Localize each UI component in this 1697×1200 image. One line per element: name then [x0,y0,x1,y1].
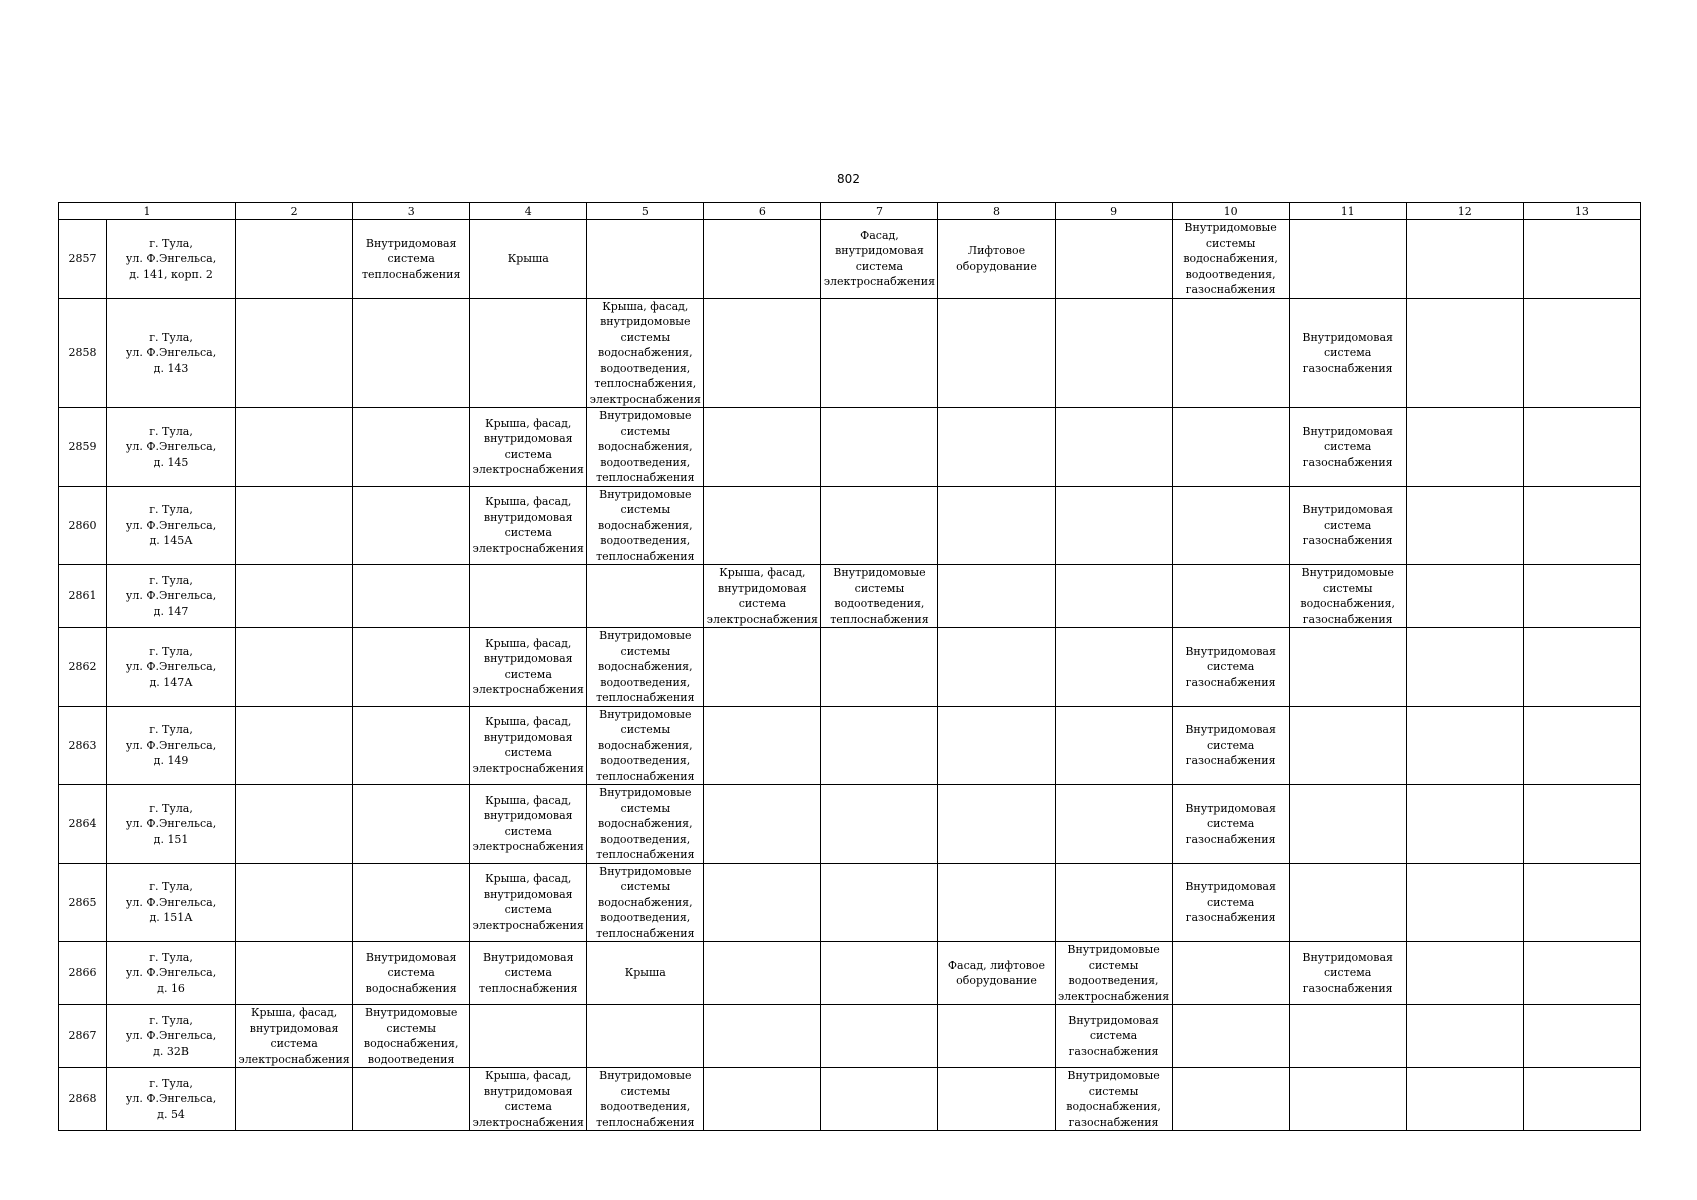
work-cell-col-7 [821,486,938,565]
work-cell-col-2 [236,565,353,628]
work-cell-col-11 [1289,1005,1406,1068]
work-cell-col-3: Внутридомовая система теплоснабжения [353,220,470,299]
work-cell-col-10 [1172,565,1289,628]
work-cell-col-3: Внутридомовые системы водоснабжения, водоотведения [353,1005,470,1068]
work-cell-col-8 [938,628,1055,707]
work-cell-col-13 [1523,408,1640,487]
address-cell: г. Тула, ул. Ф.Энгельса, д. 143 [107,298,236,408]
table-row [59,628,1641,707]
work-cell-col-7 [821,785,938,864]
work-cell-col-10 [1172,1068,1289,1131]
work-cell-col-2 [236,486,353,565]
column-header-1: 1 [59,203,236,220]
table-row [59,1068,1641,1131]
work-cell-col-6 [704,706,821,785]
work-cell-col-9 [1055,220,1172,299]
row-number: 2868 [59,1068,107,1131]
work-cell-col-10: Внутридомовая система газоснабжения [1172,628,1289,707]
work-cell-col-3 [353,298,470,408]
work-cell-col-12 [1406,220,1523,299]
work-cell-col-11 [1289,785,1406,864]
work-cell-col-13 [1523,298,1640,408]
work-cell-col-5 [587,1005,704,1068]
work-cell-col-10: Внутридомовая система газоснабжения [1172,785,1289,864]
work-cell-col-5: Крыша [587,942,704,1005]
work-cell-col-5 [587,565,704,628]
work-cell-col-8: Фасад, лифтовое оборудование [938,942,1055,1005]
work-cell-col-8 [938,408,1055,487]
work-cell-col-4: Крыша [470,220,587,299]
work-cell-col-5: Внутридомовые системы водоснабжения, водоотведения, теплоснабжения [587,785,704,864]
work-cell-col-13 [1523,1068,1640,1131]
work-cell-col-12 [1406,1068,1523,1131]
table-row [59,298,1641,408]
address-cell: г. Тула, ул. Ф.Энгельса, д. 54 [107,1068,236,1131]
table-row [59,706,1641,785]
column-header-3: 3 [353,203,470,220]
work-cell-col-6 [704,942,821,1005]
work-cell-col-7: Фасад, внутридомовая система электроснабжения [821,220,938,299]
work-cell-col-12 [1406,863,1523,942]
column-header-12: 12 [1406,203,1523,220]
row-number: 2864 [59,785,107,864]
row-number: 2862 [59,628,107,707]
work-cell-col-6 [704,628,821,707]
work-cell-col-8: Лифтовое оборудование [938,220,1055,299]
work-cell-col-4: Крыша, фасад, внутридомовая система электроснабжения [470,863,587,942]
work-cell-col-9 [1055,408,1172,487]
work-cell-col-2 [236,220,353,299]
work-cell-col-5: Внутридомовые системы водоснабжения, водоотведения, теплоснабжения [587,486,704,565]
work-cell-col-6 [704,863,821,942]
work-cell-col-4: Крыша, фасад, внутридомовая система электроснабжения [470,785,587,864]
work-cell-col-6 [704,298,821,408]
column-header-6: 6 [704,203,821,220]
work-cell-col-4: Крыша, фасад, внутридомовая система электроснабжения [470,408,587,487]
work-cell-col-9 [1055,628,1172,707]
work-cell-col-9 [1055,785,1172,864]
work-cell-col-8 [938,785,1055,864]
row-number: 2860 [59,486,107,565]
work-cell-col-3 [353,628,470,707]
row-number: 2863 [59,706,107,785]
work-cell-col-3 [353,486,470,565]
work-cell-col-13 [1523,706,1640,785]
table-row [59,785,1641,864]
work-cell-col-6: Крыша, фасад, внутридомовая система электроснабжения [704,565,821,628]
work-cell-col-10 [1172,942,1289,1005]
column-header-13: 13 [1523,203,1640,220]
work-cell-col-12 [1406,706,1523,785]
work-cell-col-9 [1055,298,1172,408]
address-cell: г. Тула, ул. Ф.Энгельса, д. 147А [107,628,236,707]
work-cell-col-9 [1055,486,1172,565]
work-cell-col-4 [470,1005,587,1068]
work-cell-col-11 [1289,706,1406,785]
work-cell-col-10: Внутридомовые системы водоснабжения, водоотведения, газоснабжения [1172,220,1289,299]
work-cell-col-12 [1406,628,1523,707]
work-cell-col-8 [938,1005,1055,1068]
work-cell-col-13 [1523,565,1640,628]
work-cell-col-4: Крыша, фасад, внутридомовая система электроснабжения [470,486,587,565]
work-cell-col-2 [236,942,353,1005]
work-cell-col-6 [704,1068,821,1131]
work-cell-col-7 [821,706,938,785]
table-row [59,1005,1641,1068]
work-cell-col-11 [1289,863,1406,942]
work-cell-col-6 [704,486,821,565]
work-cell-col-3 [353,1068,470,1131]
work-cell-col-12 [1406,408,1523,487]
work-cell-col-9 [1055,863,1172,942]
work-cell-col-10: Внутридомовая система газоснабжения [1172,706,1289,785]
work-cell-col-2: Крыша, фасад, внутридомовая система электроснабжения [236,1005,353,1068]
work-cell-col-11 [1289,220,1406,299]
work-cell-col-2 [236,628,353,707]
work-cell-col-13 [1523,863,1640,942]
work-cell-col-10 [1172,408,1289,487]
work-cell-col-12 [1406,785,1523,864]
address-cell: г. Тула, ул. Ф.Энгельса, д. 145 [107,408,236,487]
table-row [59,942,1641,1005]
work-cell-col-11 [1289,628,1406,707]
address-cell: г. Тула, ул. Ф.Энгельса, д. 145А [107,486,236,565]
work-cell-col-7 [821,408,938,487]
work-cell-col-5: Внутридомовые системы водоснабжения, водоотведения, теплоснабжения [587,628,704,707]
work-cell-col-12 [1406,942,1523,1005]
work-cell-col-2 [236,1068,353,1131]
work-cell-col-9: Внутридомовые системы водоснабжения, газоснабжения [1055,1068,1172,1131]
table-row [59,220,1641,299]
work-cell-col-3 [353,863,470,942]
work-cell-col-7 [821,1068,938,1131]
row-number: 2865 [59,863,107,942]
row-number: 2858 [59,298,107,408]
work-cell-col-6 [704,785,821,864]
address-cell: г. Тула, ул. Ф.Энгельса, д. 151А [107,863,236,942]
work-cell-col-3 [353,565,470,628]
table-row [59,565,1641,628]
work-cell-col-4: Внутридомовая система теплоснабжения [470,942,587,1005]
work-cell-col-11: Внутридомовая система газоснабжения [1289,942,1406,1005]
work-cell-col-4: Крыша, фасад, внутридомовая система электроснабжения [470,706,587,785]
work-cell-col-2 [236,863,353,942]
row-number: 2857 [59,220,107,299]
work-cell-col-5 [587,220,704,299]
work-cell-col-12 [1406,565,1523,628]
column-header-4: 4 [470,203,587,220]
column-header-10: 10 [1172,203,1289,220]
repair-schedule-table [58,202,1641,1131]
work-cell-col-12 [1406,486,1523,565]
work-cell-col-3 [353,408,470,487]
table-row [59,408,1641,487]
work-cell-col-7 [821,628,938,707]
column-header-row [59,203,1641,220]
work-cell-col-8 [938,863,1055,942]
work-cell-col-5: Внутридомовые системы водоснабжения, водоотведения, теплоснабжения [587,706,704,785]
address-cell: г. Тула, ул. Ф.Энгельса, д. 32В [107,1005,236,1068]
work-cell-col-7 [821,942,938,1005]
column-header-2: 2 [236,203,353,220]
table-body [59,203,1641,1131]
work-cell-col-6 [704,220,821,299]
work-cell-col-8 [938,298,1055,408]
column-header-5: 5 [587,203,704,220]
address-cell: г. Тула, ул. Ф.Энгельса, д. 147 [107,565,236,628]
work-cell-col-10: Внутридомовая система газоснабжения [1172,863,1289,942]
work-cell-col-5: Внутридомовые системы водоснабжения, водоотведения, теплоснабжения [587,863,704,942]
work-cell-col-8 [938,565,1055,628]
work-cell-col-11: Внутридомовая система газоснабжения [1289,298,1406,408]
table-row [59,863,1641,942]
work-cell-col-4: Крыша, фасад, внутридомовая система электроснабжения [470,1068,587,1131]
work-cell-col-7: Внутридомовые системы водоотведения, теплоснабжения [821,565,938,628]
work-cell-col-9: Внутридомовые системы водоотведения, электроснабжения [1055,942,1172,1005]
work-cell-col-8 [938,706,1055,785]
work-cell-col-5: Внутридомовые системы водоотведения, теплоснабжения [587,1068,704,1131]
work-cell-col-12 [1406,298,1523,408]
work-cell-col-5: Крыша, фасад, внутридомовые системы водоснабжения, водоотведения, теплоснабжения, электроснабжения [587,298,704,408]
column-header-11: 11 [1289,203,1406,220]
column-header-8: 8 [938,203,1055,220]
work-cell-col-11: Внутридомовая система газоснабжения [1289,408,1406,487]
work-cell-col-11: Внутридомовая система газоснабжения [1289,486,1406,565]
work-cell-col-4: Крыша, фасад, внутридомовая система электроснабжения [470,628,587,707]
work-cell-col-6 [704,1005,821,1068]
work-cell-col-4 [470,565,587,628]
row-number: 2859 [59,408,107,487]
work-cell-col-3 [353,785,470,864]
work-cell-col-9 [1055,565,1172,628]
work-cell-col-2 [236,408,353,487]
column-header-7: 7 [821,203,938,220]
work-cell-col-9: Внутридомовая система газоснабжения [1055,1005,1172,1068]
address-cell: г. Тула, ул. Ф.Энгельса, д. 151 [107,785,236,864]
address-cell: г. Тула, ул. Ф.Энгельса, д. 141, корп. 2 [107,220,236,299]
row-number: 2866 [59,942,107,1005]
work-cell-col-5: Внутридомовые системы водоснабжения, водоотведения, теплоснабжения [587,408,704,487]
address-cell: г. Тула, ул. Ф.Энгельса, д. 149 [107,706,236,785]
work-cell-col-13 [1523,785,1640,864]
work-cell-col-10 [1172,1005,1289,1068]
work-cell-col-7 [821,298,938,408]
work-cell-col-2 [236,298,353,408]
work-cell-col-7 [821,863,938,942]
work-cell-col-11 [1289,1068,1406,1131]
address-cell: г. Тула, ул. Ф.Энгельса, д. 16 [107,942,236,1005]
work-cell-col-2 [236,706,353,785]
work-cell-col-7 [821,1005,938,1068]
work-cell-col-13 [1523,628,1640,707]
work-cell-col-10 [1172,486,1289,565]
work-cell-col-8 [938,486,1055,565]
work-cell-col-12 [1406,1005,1523,1068]
row-number: 2861 [59,565,107,628]
work-cell-col-10 [1172,298,1289,408]
work-cell-col-13 [1523,220,1640,299]
work-cell-col-2 [236,785,353,864]
work-cell-col-8 [938,1068,1055,1131]
work-cell-col-13 [1523,942,1640,1005]
work-cell-col-11: Внутридомовые системы водоснабжения, газоснабжения [1289,565,1406,628]
page-number: 802 [837,172,860,186]
work-cell-col-4 [470,298,587,408]
work-cell-col-13 [1523,486,1640,565]
work-cell-col-9 [1055,706,1172,785]
work-cell-col-3: Внутридомовая система водоснабжения [353,942,470,1005]
work-cell-col-13 [1523,1005,1640,1068]
row-number: 2867 [59,1005,107,1068]
column-header-9: 9 [1055,203,1172,220]
work-cell-col-6 [704,408,821,487]
table-row [59,486,1641,565]
work-cell-col-3 [353,706,470,785]
